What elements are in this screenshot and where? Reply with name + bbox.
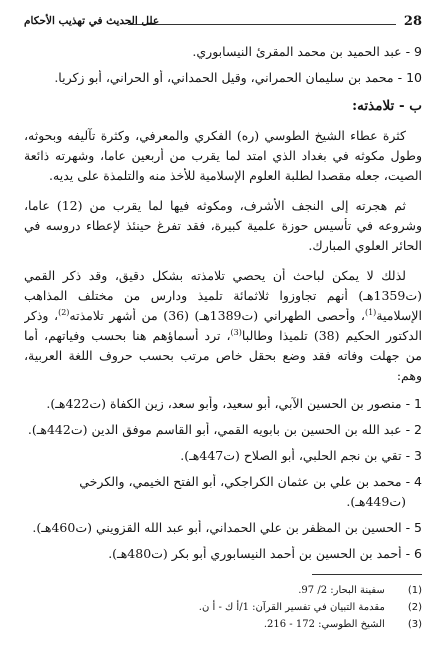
text-run: الدكتور الحكيم (38) تلميذا وطالبا — [241, 328, 422, 343]
item-number: 4 - — [405, 474, 422, 489]
text-run: ، ترد أسماؤهم هنا بحسب وفياتهم، أما — [24, 328, 231, 343]
text-run: الإسلامية — [376, 308, 422, 323]
student-item-6 — [24, 546, 422, 562]
paragraph-3-line-5: من جهلت وفاته فقد وضع بحقل خاص مرتب بحسب حروف اللغة العربية، — [24, 348, 422, 363]
item-text: عبد الله بن الحسين بن بابويه القمي، أبو القاسم موفق الدين (ت442هـ). — [27, 422, 402, 437]
header-rule — [128, 24, 396, 25]
footnote-number: (3) — [407, 619, 422, 630]
student-item-2 — [24, 422, 422, 438]
item-text: أحمد بن الحسين بن أحمد النيسابوري أبو بكر (ت480هـ). — [108, 546, 402, 561]
footnote-3 — [24, 618, 422, 631]
paragraph-1-line-3: الصيت، جعله مقصدا لطلبة العلوم الإسلامية للأخذ منه والتلمذة على يديه. — [49, 168, 422, 183]
footnote-text: مقدمة التبيان في تفسير القرآن: 1/أ ك - أ ن. — [198, 602, 385, 613]
paragraph-2-line-2: وشروعه في تأسيس حوزة علمية كبيرة، فقد تفرغ حينئذ لإعطاء دروسه في — [24, 218, 422, 233]
paragraph-2-line-1: ثم هجرته إلى النجف الأشرف، ومكوثه فيها لما يقرب من (12) عاما، — [24, 198, 406, 213]
footnote-number: (1) — [407, 585, 422, 596]
item-number: 2 - — [405, 422, 422, 437]
item-text: محمد بن علي بن عثمان الكراجكي، أبو الفتح الخيمي، والكرخي — [79, 474, 402, 489]
footnote-text: سفينة البحار: 2/ 97. — [298, 585, 385, 596]
running-header — [24, 14, 422, 34]
footnote-ref-3[interactable]: (3) — [230, 328, 242, 337]
student-item-3 — [24, 448, 422, 464]
student-item-4 — [24, 474, 422, 490]
footnote-ref-1[interactable]: (1) — [364, 308, 377, 317]
item-number: 3 - — [405, 448, 422, 463]
item-text: محمد بن سليمان الحمراني، وقيل الحمداني، أو الحراني، أبو زكريا. — [54, 70, 394, 85]
footnote-number: (2) — [407, 602, 422, 613]
footnote-1 — [24, 584, 422, 597]
footnote-2 — [24, 601, 422, 614]
footnote-text: الشيخ الطوسي: 172 - 216. — [263, 619, 385, 630]
footnote-ref-2[interactable]: (2) — [58, 308, 70, 317]
item-number: 9 - — [405, 44, 422, 59]
student-item-1 — [24, 396, 422, 412]
item-number: 10 - — [397, 70, 422, 85]
paragraph-3-line-1: لذلك لا يمكن لباحث أن يحصي تلامذته بشكل دقيق، وقد ذكر القمي — [24, 268, 406, 283]
running-title: علل الحديث في تهذيب الأحكام — [24, 15, 160, 27]
paragraph-2-line-3: الحائر العلوي المبارك. — [308, 238, 422, 253]
section-heading: ب - تلامذته: — [352, 98, 422, 114]
student-item-4-continued: (ت449هـ). — [346, 494, 406, 509]
text-run: ، وأحصى الطهراني (ت1389هـ) (36) من أشهر تلامذته — [69, 308, 365, 323]
item-text: تقي بن نجم الحلبي، أبو الصلاح (ت447هـ). — [180, 448, 402, 463]
student-item-5 — [24, 520, 422, 536]
paragraph-3-line-3 — [24, 308, 422, 324]
text-run: ، وذكر — [24, 308, 59, 323]
paragraph-1-line-2: وطول مكوثه في بغداد الذي امتد لما يقرب من أربعين عاما، وشهرته ذائعة — [24, 148, 422, 163]
item-number: 1 - — [405, 396, 422, 411]
item-number: 5 - — [405, 520, 422, 535]
teacher-item-9 — [24, 44, 422, 60]
paragraph-3-line-6: وهم: — [396, 368, 422, 383]
item-number: 6 - — [405, 546, 422, 561]
page-number: 28 — [403, 14, 422, 29]
paragraph-3-line-4 — [24, 328, 422, 344]
teacher-item-10 — [24, 70, 422, 86]
item-text: الحسين بن المظفر بن علي الحمداني، أبو عبد الله القزويني (ت460هـ). — [32, 520, 402, 535]
paragraph-1-line-1: كثرة عطاء الشيخ الطوسي (ره) الفكري والمعرفي، وكثرة تآليفه وبحوثه، — [24, 128, 406, 143]
item-text: عبد الحميد بن محمد المقرئ النيسابوري. — [192, 44, 402, 59]
paragraph-3-line-2: (ت1359هـ) أنهم تجاوزوا ثلاثمائة تلميذ ودارس من مختلف المذاهب — [24, 288, 422, 303]
footnote-separator — [312, 574, 422, 575]
item-text: منصور بن الحسين الآبي، أبو سعيد، وأبو سعد، زين الكفاة (ت422هـ). — [46, 396, 402, 411]
